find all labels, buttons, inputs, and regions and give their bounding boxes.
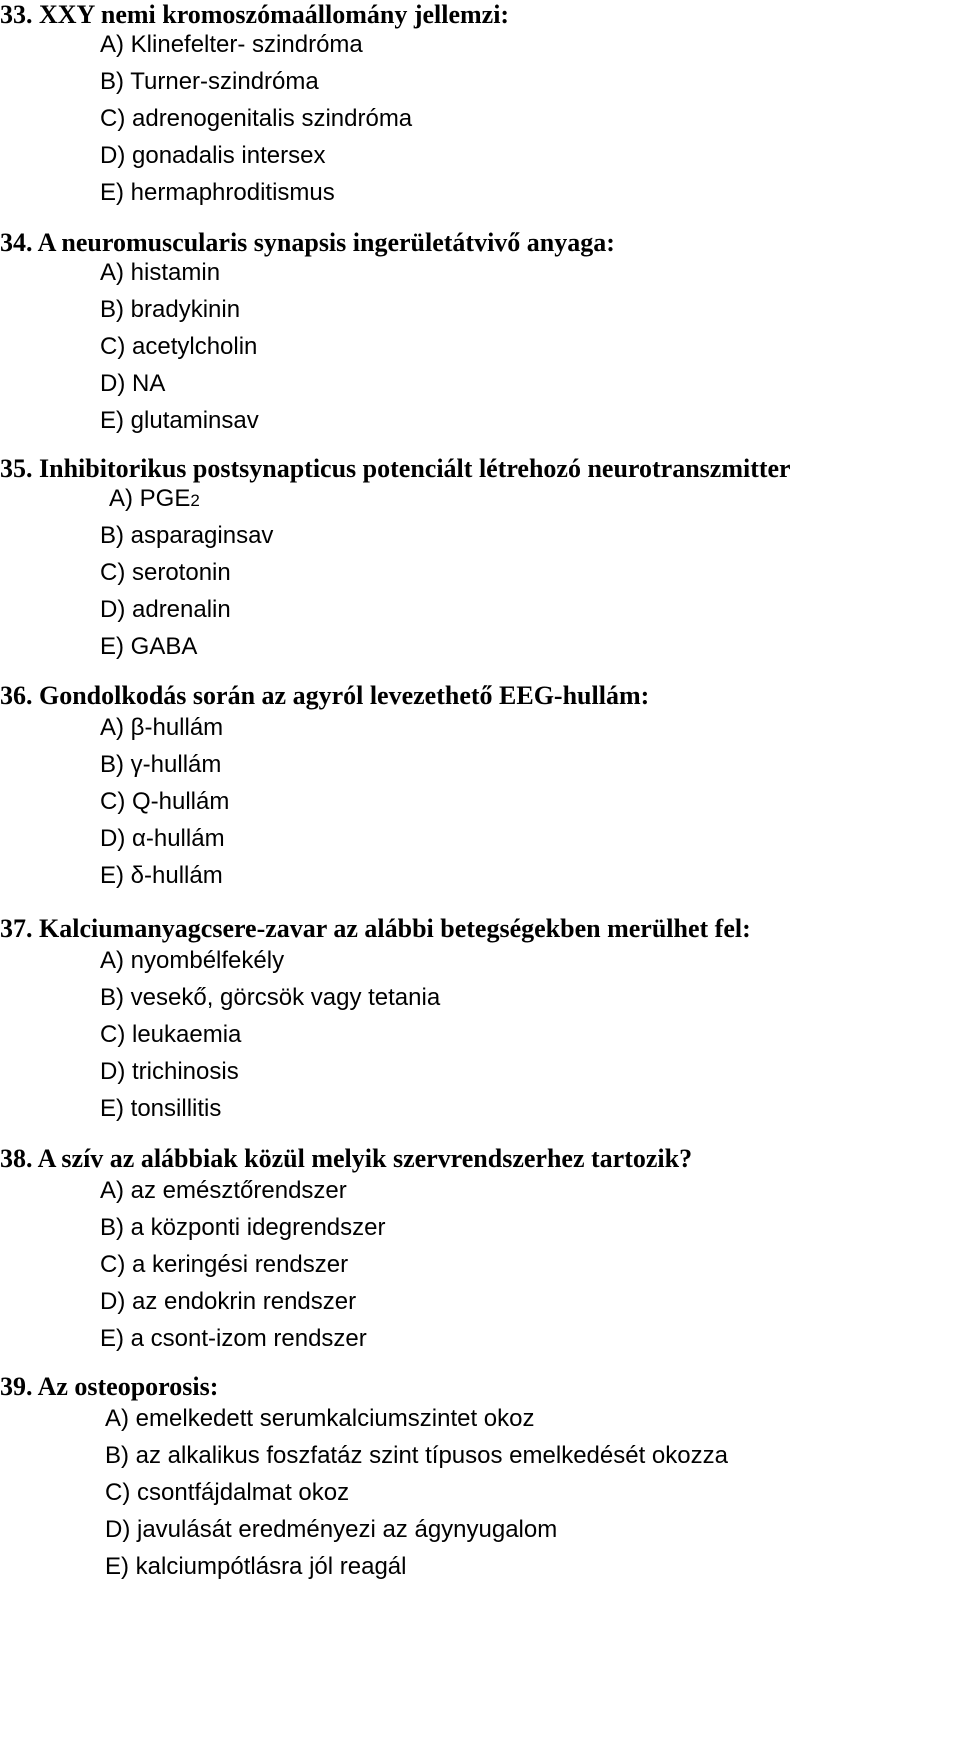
question-35-option-e: E) GABA xyxy=(100,633,198,660)
question-33-option-c: C) adrenogenitalis szindróma xyxy=(100,105,413,132)
question-36-option-a: A) β-hullám xyxy=(100,714,224,741)
question-34-option-c: C) acetylcholin xyxy=(100,333,258,360)
question-35-option-c: C) serotonin xyxy=(100,559,231,586)
question-39-option-c: C) csontfájdalmat okoz xyxy=(105,1479,350,1506)
question-36-option-b: B) γ-hullám xyxy=(100,751,222,778)
question-35-option-a xyxy=(100,484,273,521)
question-39-title: 39. Az osteoporosis: xyxy=(0,1372,219,1401)
question-38-option-a: A) az emésztőrendszer xyxy=(100,1177,347,1204)
question-39-options xyxy=(100,1404,728,1589)
question-37-option-b: B) vesekő, görcsök vagy tetania xyxy=(100,984,441,1011)
question-35-option-a-subscript: 2 xyxy=(190,491,200,510)
question-37-title: 37. Kalciumanyagcsere-zavar az alábbi betegségekben merülhet fel: xyxy=(0,914,751,943)
question-36-option-e: E) δ-hullám xyxy=(100,862,223,889)
question-38-option-e: E) a csont-izom rendszer xyxy=(100,1325,367,1352)
question-34-option-a: A) histamin xyxy=(100,259,221,286)
question-35-option-d: D) adrenalin xyxy=(100,596,231,623)
question-38-options xyxy=(100,1176,386,1361)
question-39-option-d: D) javulását eredményezi az ágynyugalom xyxy=(105,1516,558,1543)
question-38-title: 38. A szív az alábbiak közül melyik szervrendszerhez tartozik? xyxy=(0,1144,693,1173)
question-33-title: 33. XXY nemi kromoszómaállomány jellemzi: xyxy=(0,0,510,29)
question-36-option-c: C) Q-hullám xyxy=(100,788,230,815)
question-35-title: 35. Inhibitorikus postsynapticus potenciált létrehozó neurotranszmitter xyxy=(0,454,791,483)
question-33-options xyxy=(100,30,412,215)
question-33-option-d: D) gonadalis intersex xyxy=(100,142,326,169)
question-36-option-d: D) α-hullám xyxy=(100,825,225,852)
question-37-option-d: D) trichinosis xyxy=(100,1058,239,1085)
question-36-options xyxy=(100,713,229,898)
question-38-option-c: C) a keringési rendszer xyxy=(100,1251,349,1278)
question-37-option-e: E) tonsillitis xyxy=(100,1095,222,1122)
question-36-title: 36. Gondolkodás során az agyról levezethető EEG-hullám: xyxy=(0,681,650,710)
question-33-option-b: B) Turner-szindróma xyxy=(100,68,319,95)
question-39-option-a: A) emelkedett serumkalciumszintet okoz xyxy=(105,1405,535,1432)
question-39-option-e: E) kalciumpótlásra jól reagál xyxy=(105,1553,407,1580)
question-39-option-b: B) az alkalikus foszfatáz szint típusos emelkedését okozza xyxy=(105,1442,728,1469)
question-35-option-b: B) asparaginsav xyxy=(100,522,274,549)
question-38-option-d: D) az endokrin rendszer xyxy=(100,1288,357,1315)
question-34-option-e: E) glutaminsav xyxy=(100,407,259,434)
question-35-options xyxy=(100,484,273,669)
question-34-option-d: D) NA xyxy=(100,370,166,397)
question-34-options xyxy=(100,258,259,443)
question-33-option-e: E) hermaphroditismus xyxy=(100,179,335,206)
question-37-option-c: C) leukaemia xyxy=(100,1021,242,1048)
question-34-option-b: B) bradykinin xyxy=(100,296,241,323)
question-37-options xyxy=(100,946,440,1131)
question-38-option-b: B) a központi idegrendszer xyxy=(100,1214,386,1241)
question-35-option-a-text: A) PGE xyxy=(109,485,191,512)
question-37-option-a: A) nyombélfekély xyxy=(100,947,285,974)
question-33-option-a: A) Klinefelter- szindróma xyxy=(100,31,363,58)
question-34-title: 34. A neuromuscularis synapsis ingerületátvivő anyaga: xyxy=(0,228,615,257)
